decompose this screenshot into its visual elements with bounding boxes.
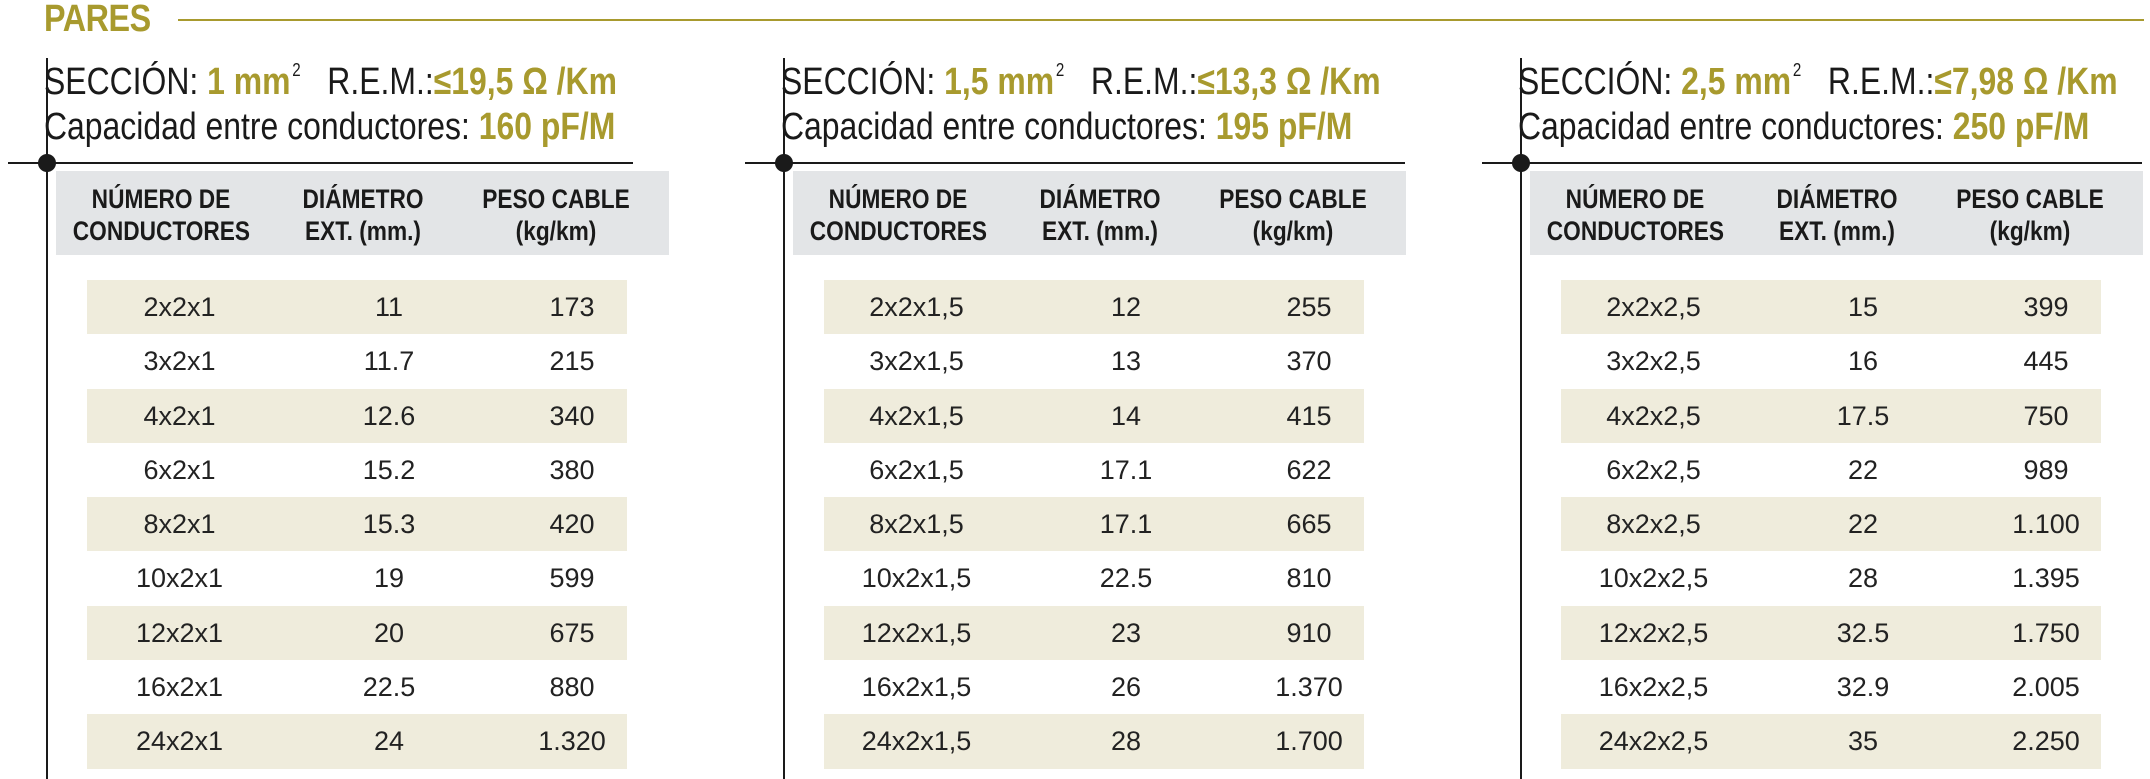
cell-diametro: 17.1: [1099, 509, 1153, 540]
table-row: [1561, 334, 2101, 388]
cell-peso: 420: [549, 509, 595, 540]
table-row: [87, 497, 627, 551]
cell-conductores: 3x2x2,5: [1606, 346, 1701, 377]
cell-peso: 2.250: [2012, 726, 2080, 757]
header-peso: PESO CABLE (kg/km): [1956, 184, 2104, 246]
table-row: [824, 334, 1364, 388]
table-body: [1561, 280, 2101, 769]
cell-peso: 255: [1286, 292, 1332, 322]
cell-peso: 810: [1286, 563, 1332, 594]
cell-conductores: 4x2x2,5: [1606, 400, 1701, 431]
cell-conductores: 12x2x1: [135, 617, 224, 648]
table-header: [793, 171, 1406, 255]
cell-diametro: 15: [1847, 292, 1879, 322]
cell-conductores: 6x2x1,5: [869, 454, 964, 485]
cell-conductores: 2x2x2,5: [1606, 292, 1701, 322]
cell-diametro: 14: [1110, 400, 1142, 431]
seccion-label: SECCIÓN:: [781, 61, 936, 103]
header-conductores: NÚMERO DE CONDUCTORES: [72, 184, 251, 246]
cell-conductores: 8x2x2,5: [1606, 509, 1701, 540]
cell-peso: 622: [1286, 454, 1332, 485]
cell-peso: 370: [1286, 346, 1332, 377]
seccion-value: 1,5 mm: [944, 61, 1055, 103]
rem-label: R.E.M.:: [1090, 61, 1198, 103]
page-title: PARES: [44, 0, 151, 40]
table-body: [87, 280, 627, 769]
cell-conductores: 3x2x1: [143, 346, 216, 377]
table-row: [1561, 497, 2101, 551]
cell-conductores: 10x2x1: [135, 563, 224, 594]
table-row: [824, 660, 1364, 714]
spec-line-2: [44, 105, 716, 149]
cell-peso: 1.320: [538, 726, 606, 757]
table-row: [824, 280, 1364, 334]
cell-conductores: 4x2x1,5: [869, 400, 964, 431]
cell-peso: 173: [549, 292, 595, 322]
cell-peso: 399: [2023, 292, 2069, 322]
cell-diametro: 11.7: [363, 346, 415, 377]
cell-peso: 880: [549, 672, 595, 703]
capacidad-value: 160 pF/M: [478, 106, 616, 148]
table-row: [87, 551, 627, 605]
header-conductores: NÚMERO DE CONDUCTORES: [1546, 184, 1725, 246]
cell-peso: 910: [1286, 617, 1332, 648]
horizontal-rule: [8, 162, 633, 164]
rule-dot: [38, 154, 56, 172]
capacidad-value: 250 pF/M: [1952, 106, 2090, 148]
cell-peso: 445: [2023, 346, 2069, 377]
table-row: [824, 443, 1364, 497]
cell-peso: 989: [2023, 454, 2069, 485]
cell-conductores: 24x2x1: [135, 726, 224, 757]
cell-conductores: 10x2x2,5: [1598, 563, 1709, 594]
table-row: [87, 606, 627, 660]
cell-conductores: 10x2x1,5: [861, 563, 972, 594]
rem-label: R.E.M.:: [327, 61, 434, 103]
spec-line-1: [781, 60, 1453, 104]
cell-peso: 1.395: [2012, 563, 2080, 594]
header-diametro: DIÁMETRO EXT. (mm.): [1776, 184, 1898, 246]
header-diametro: DIÁMETRO EXT. (mm.): [302, 184, 424, 246]
table-row: [824, 389, 1364, 443]
table-row: [1561, 389, 2101, 443]
cell-conductores: 4x2x1: [143, 400, 216, 431]
cell-diametro: 13: [1110, 346, 1142, 377]
horizontal-rule: [745, 162, 1405, 164]
table-row: [1561, 606, 2101, 660]
capacidad-value: 195 pF/M: [1215, 106, 1353, 148]
seccion-label: SECCIÓN:: [44, 61, 199, 103]
cell-conductores: 24x2x2,5: [1598, 726, 1709, 757]
cell-diametro: 22.5: [362, 672, 416, 703]
cable-block-1: [4, 0, 704, 779]
spec-line-2: [1518, 105, 2150, 149]
cell-conductores: 6x2x1: [143, 454, 216, 485]
table-row: [87, 334, 627, 388]
table-row: [87, 660, 627, 714]
cell-conductores: 16x2x2,5: [1598, 672, 1709, 703]
cell-diametro: 11: [374, 292, 404, 322]
table-header: [56, 171, 669, 255]
rule-dot: [1512, 154, 1530, 172]
header-conductores: NÚMERO DE CONDUCTORES: [809, 184, 988, 246]
table-body: [824, 280, 1364, 769]
cell-conductores: 24x2x1,5: [861, 726, 972, 757]
cell-peso: 665: [1286, 509, 1332, 540]
spec-line-1: [1518, 60, 2150, 104]
table-row: [824, 551, 1364, 605]
cell-peso: 2.005: [2012, 672, 2080, 703]
cell-conductores: 2x2x1: [143, 292, 216, 322]
seccion-value: 1 mm: [207, 61, 291, 103]
table-header: [1530, 171, 2143, 255]
cell-peso: 415: [1286, 400, 1332, 431]
capacidad-label: Capacidad entre conductores:: [781, 106, 1207, 148]
seccion-label: SECCIÓN:: [1518, 61, 1673, 103]
cell-peso: 1.700: [1275, 726, 1343, 757]
cell-diametro: 28: [1110, 726, 1142, 757]
cell-conductores: 3x2x1,5: [869, 346, 964, 377]
cell-diametro: 22.5: [1099, 563, 1153, 594]
cell-diametro: 32.9: [1836, 672, 1890, 703]
cable-block-2: [741, 0, 1441, 779]
cell-diametro: 20: [373, 617, 405, 648]
seccion-value: 2,5 mm: [1681, 61, 1792, 103]
seccion-sup: 2: [1055, 60, 1065, 80]
spec-line-2: [781, 105, 1453, 149]
seccion-sup: 2: [292, 60, 301, 80]
cell-conductores: 8x2x1,5: [869, 509, 964, 540]
rem-value: ≤13,3 Ω /Km: [1197, 61, 1381, 103]
cell-peso: 1.100: [2012, 509, 2080, 540]
cell-diametro: 15.2: [362, 454, 416, 485]
cell-conductores: 12x2x2,5: [1598, 617, 1709, 648]
cell-diametro: 22: [1847, 454, 1879, 485]
table-row: [87, 443, 627, 497]
cell-diametro: 19: [373, 563, 405, 594]
horizontal-rule: [1482, 162, 2142, 164]
cell-conductores: 2x2x1,5: [869, 292, 964, 322]
capacidad-label: Capacidad entre conductores:: [44, 106, 470, 148]
cell-peso: 380: [549, 454, 595, 485]
cell-diametro: 26: [1110, 672, 1142, 703]
cell-peso: 750: [2023, 400, 2069, 431]
table-row: [1561, 714, 2101, 768]
header-diametro: DIÁMETRO EXT. (mm.): [1039, 184, 1161, 246]
table-row: [1561, 443, 2101, 497]
header-peso: PESO CABLE (kg/km): [482, 184, 630, 246]
cell-peso: 215: [549, 346, 595, 377]
cell-diametro: 32.5: [1836, 617, 1890, 648]
table-row: [1561, 551, 2101, 605]
cell-diametro: 23: [1110, 617, 1142, 648]
cell-diametro: 12: [1110, 292, 1142, 322]
cell-peso: 1.370: [1275, 672, 1343, 703]
rule-dot: [775, 154, 793, 172]
cell-conductores: 16x2x1,5: [861, 672, 972, 703]
cell-conductores: 12x2x1,5: [861, 617, 972, 648]
seccion-sup: 2: [1792, 60, 1802, 80]
cell-diametro: 16: [1847, 346, 1879, 377]
cell-peso: 599: [549, 563, 595, 594]
cell-diametro: 17.1: [1099, 454, 1153, 485]
rem-label: R.E.M.:: [1827, 61, 1935, 103]
table-row: [824, 497, 1364, 551]
table-row: [824, 606, 1364, 660]
cable-block-3: [1478, 0, 2150, 779]
cell-diametro: 22: [1847, 509, 1879, 540]
cell-diametro: 12.6: [362, 400, 416, 431]
cell-diametro: 35: [1847, 726, 1879, 757]
cell-diametro: 24: [373, 726, 405, 757]
cell-peso: 675: [549, 617, 595, 648]
rem-value: ≤19,5 Ω /Km: [433, 61, 617, 103]
table-row: [87, 280, 627, 334]
cell-conductores: 6x2x2,5: [1606, 454, 1701, 485]
cell-diametro: 17.5: [1836, 400, 1890, 431]
capacidad-label: Capacidad entre conductores:: [1518, 106, 1944, 148]
cell-diametro: 28: [1847, 563, 1879, 594]
table-row: [87, 389, 627, 443]
spec-line-1: [44, 60, 716, 104]
table-row: [1561, 660, 2101, 714]
cell-peso: 1.750: [2012, 617, 2080, 648]
cell-peso: 340: [549, 400, 595, 431]
cell-conductores: 16x2x1: [135, 672, 224, 703]
header-peso: PESO CABLE (kg/km): [1219, 184, 1367, 246]
table-row: [1561, 280, 2101, 334]
cell-diametro: 15.3: [362, 509, 416, 540]
cell-conductores: 8x2x1: [143, 509, 216, 540]
table-row: [87, 714, 627, 768]
rem-value: ≤7,98 Ω /Km: [1934, 61, 2118, 103]
table-row: [824, 714, 1364, 768]
